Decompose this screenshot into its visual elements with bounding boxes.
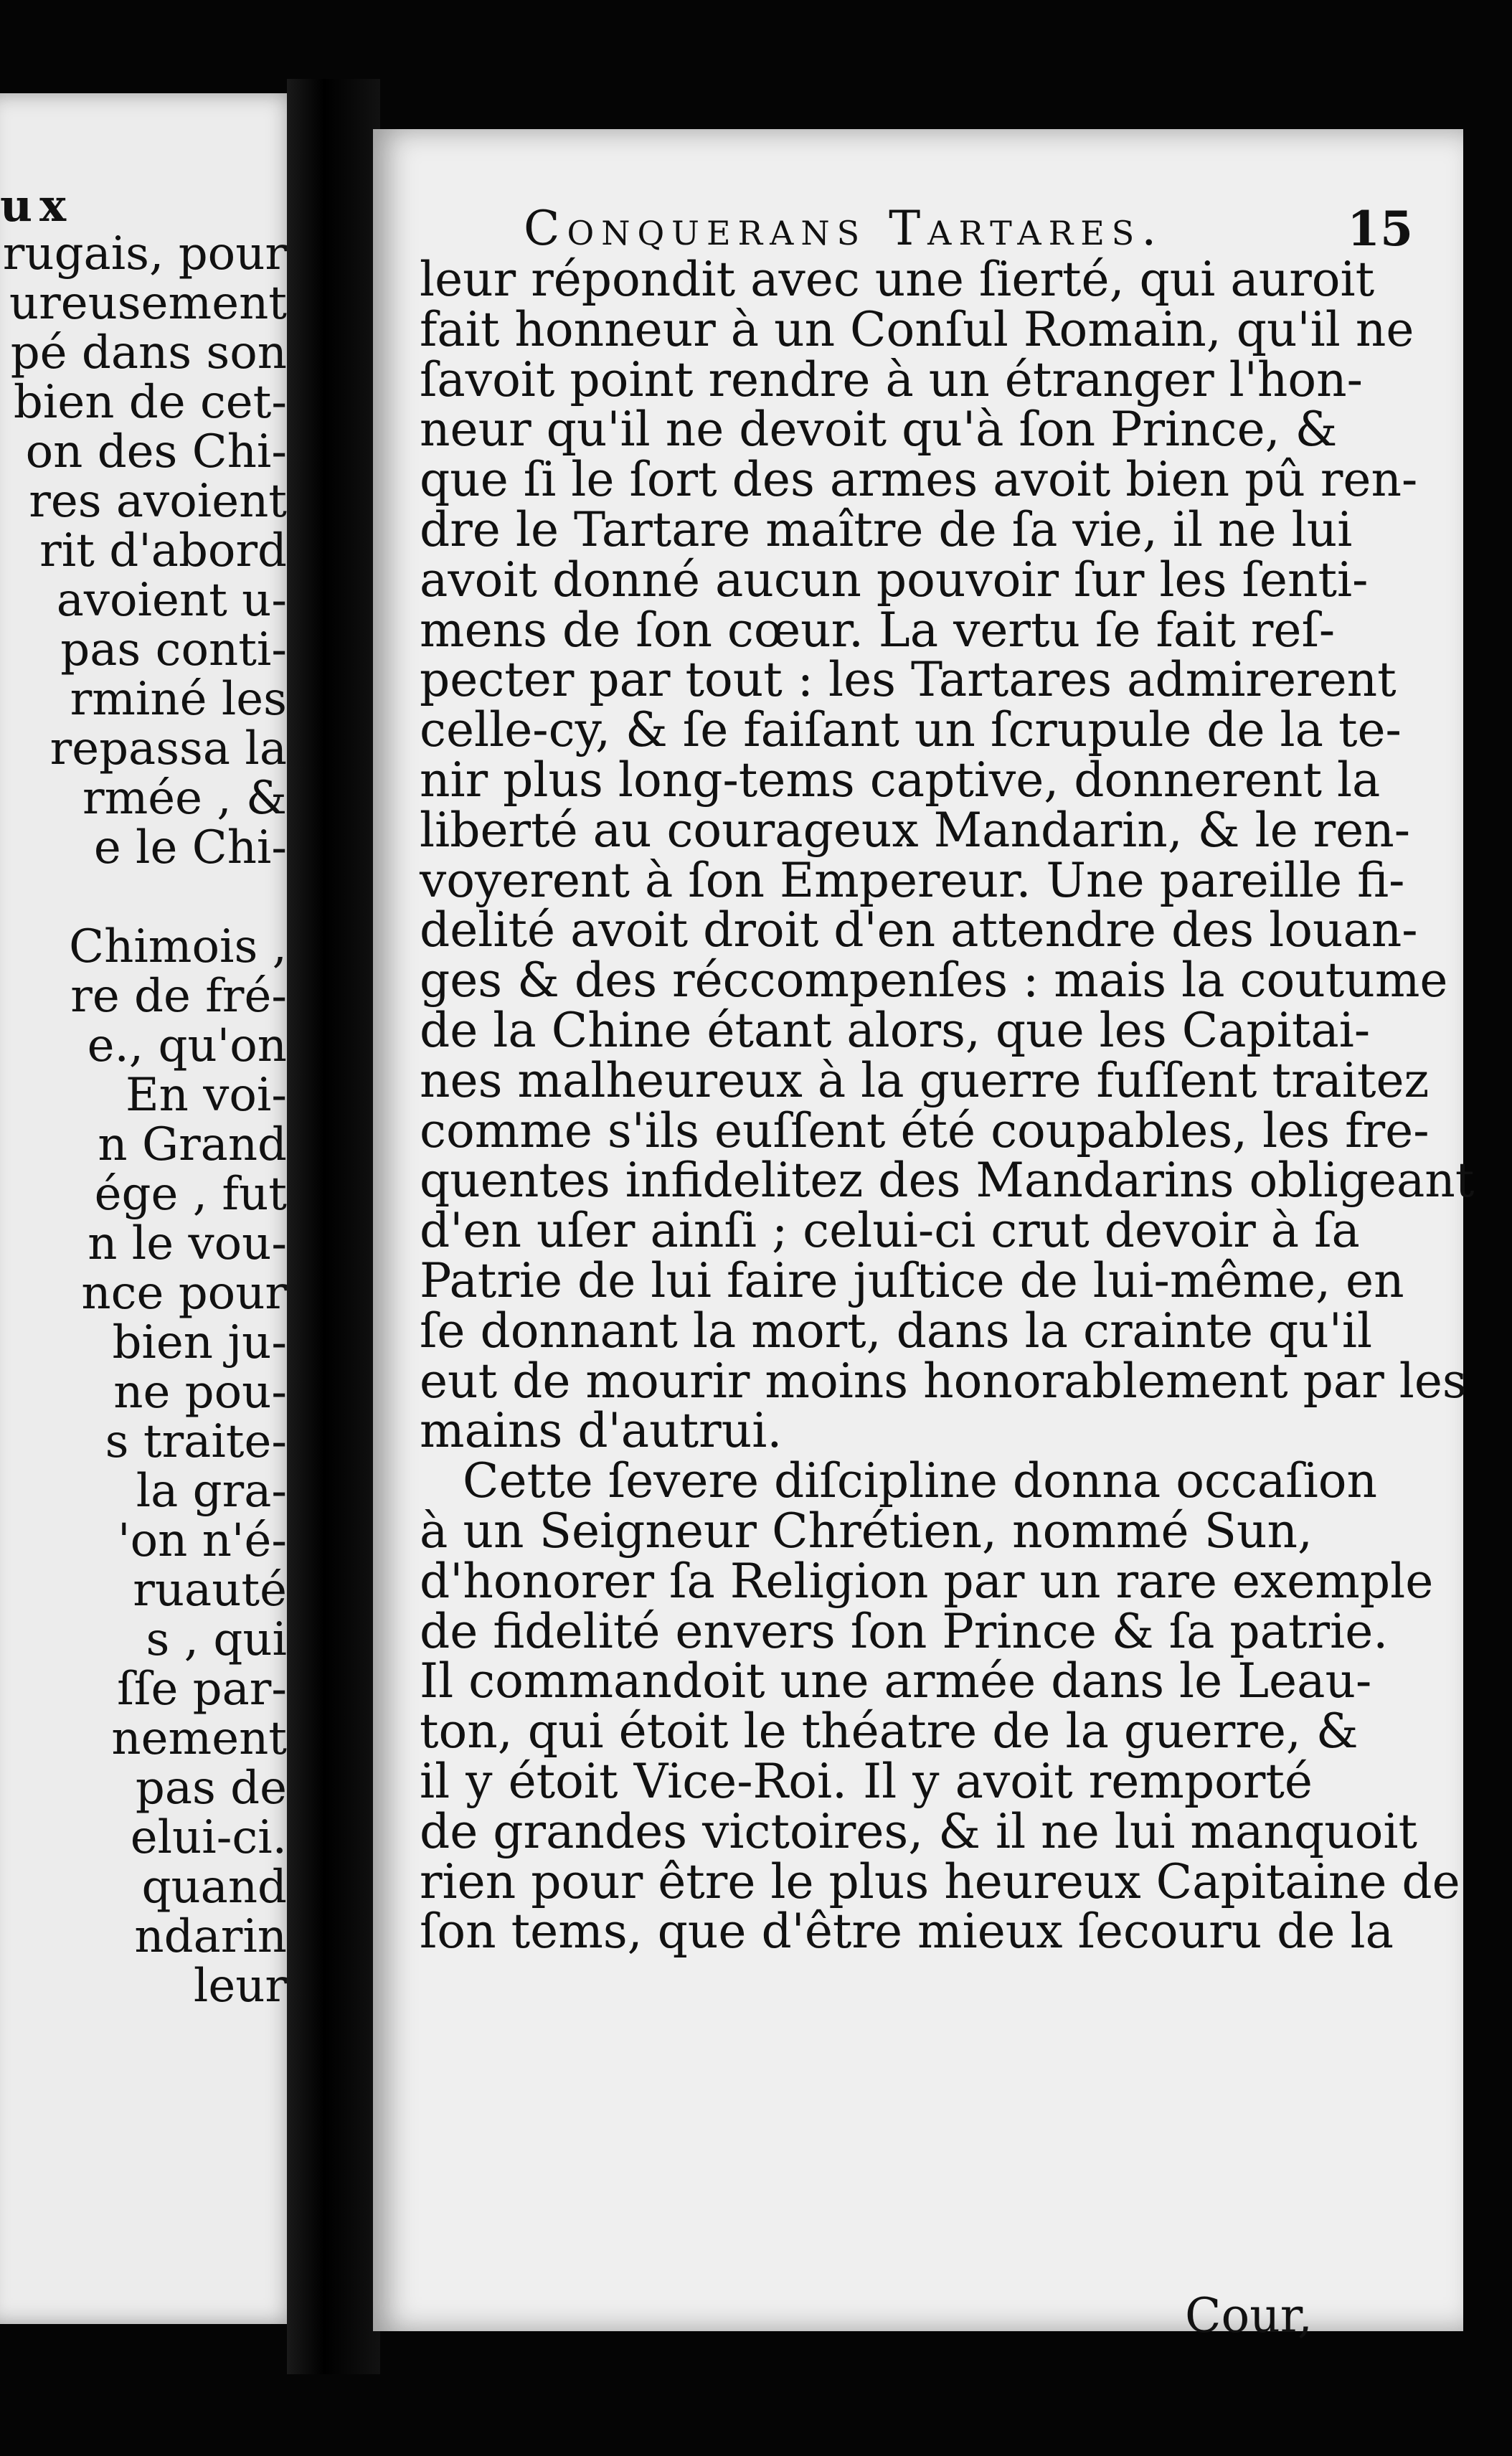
left-text-line: on des Chi- xyxy=(25,425,287,478)
text-line: eut de mourir moins honorablement par les xyxy=(420,1353,1467,1409)
left-text-line: rit d'abord xyxy=(39,524,287,577)
text-line: ſon tems, que d'être mieux ſecouru de la xyxy=(420,1904,1394,1960)
text-line: leur répondit avec une ſierté, qui auroit xyxy=(420,252,1375,307)
left-text-line: s , qui xyxy=(146,1613,287,1666)
left-text-line: s traite- xyxy=(105,1415,287,1468)
left-text-line: n Grand xyxy=(98,1118,287,1171)
text-line: que ſi le ſort des armes avoit bien pû ren- xyxy=(420,452,1418,508)
book-gutter xyxy=(287,79,380,2374)
left-text-line: rugais, pour xyxy=(2,227,287,280)
left-text-line: e le Chi- xyxy=(93,821,287,874)
text-line: Il commandoit une armée dans le Leau- xyxy=(420,1653,1372,1709)
left-text-line: avoient u- xyxy=(56,574,287,627)
text-line: de la Chine étant alors, que les Capitai- xyxy=(420,1002,1371,1058)
left-text-line: res avoient xyxy=(29,475,287,528)
left-text-line xyxy=(0,873,287,922)
text-line: Patrie de lui faire juſtice de lui-même, en xyxy=(420,1252,1404,1308)
text-line: ſavoit point rendre à un étranger l'hon- xyxy=(420,351,1363,407)
left-text-line: bien de cet- xyxy=(13,376,287,429)
left-text-line: quand xyxy=(141,1861,287,1914)
text-line: comme s'ils euſſent été coupables, les fre- xyxy=(420,1102,1430,1158)
left-page xyxy=(0,93,301,2324)
running-title: Conquerans Tartares. xyxy=(524,201,1164,256)
left-text-line: ndarin xyxy=(134,1910,287,1963)
right-page xyxy=(373,129,1475,2343)
text-line: pecter par tout : les Tartares admirerent xyxy=(420,652,1397,708)
body-text xyxy=(420,252,1475,1960)
text-line: voyerent à ſon Empereur. Une pareille fi- xyxy=(420,852,1405,908)
left-text-line: pé dans son xyxy=(10,326,287,379)
left-text-line: Chimois , xyxy=(69,920,287,973)
text-line: d'en uſer ainſi ; celui-ci crut devoir à ſa xyxy=(420,1203,1360,1259)
text-line: de grandes victoires, & il ne lui manquoit xyxy=(420,1803,1417,1859)
left-text-line: pas de xyxy=(135,1762,287,1815)
text-line: celle-cy, & ſe faiſant un ſcrupule de la te- xyxy=(420,702,1402,758)
text-line: avoit donné aucun pouvoir ſur les ſenti- xyxy=(420,552,1369,608)
left-text-line: En voi- xyxy=(125,1069,287,1122)
left-text-line: bien ju- xyxy=(112,1316,287,1369)
left-text-line: n le vou- xyxy=(88,1217,287,1270)
left-page-header: ux xyxy=(0,179,74,232)
running-head xyxy=(524,201,1413,258)
left-text-line: re de fré- xyxy=(70,970,287,1023)
text-line: delité avoit droit d'en attendre des louan- xyxy=(420,902,1418,958)
left-text-line: repassa la xyxy=(49,722,287,775)
text-line: liberté au courageux Mandarin, & le ren- xyxy=(420,802,1411,858)
left-text-line: ruauté xyxy=(133,1564,287,1617)
text-line: d'honorer ſa Religion par un rare exemple xyxy=(420,1553,1434,1609)
text-line: mains d'autrui. xyxy=(420,1403,783,1459)
text-line: fait honneur à un Conſul Romain, qu'il ne xyxy=(420,301,1414,357)
page-number: 15 xyxy=(1347,201,1413,257)
left-text-line: e., qu'on xyxy=(87,1019,287,1072)
text-line: ſe donnant la mort, dans la crainte qu'il xyxy=(420,1303,1373,1359)
text-line: de fidelité envers ſon Prince & ſa patrie. xyxy=(420,1603,1389,1659)
left-text-line: 'on n'é- xyxy=(118,1514,287,1567)
left-text-line: leur xyxy=(193,1960,287,2013)
left-text-line: rmée , & xyxy=(82,772,287,825)
left-text-line: nement xyxy=(111,1712,287,1765)
left-text-line: pas conti- xyxy=(60,623,287,676)
catchword: Cour, xyxy=(1184,2288,1313,2343)
text-line: quentes infidelitez des Mandarins obligeant xyxy=(420,1153,1475,1209)
left-text-line: nce pour xyxy=(81,1267,287,1320)
text-line: mens de ſon cœur. La vertu ſe fait reſ- xyxy=(420,602,1336,658)
text-line: à un Seigneur Chrétien, nommé Sun, xyxy=(420,1503,1313,1559)
left-text-line: ne pou- xyxy=(113,1366,287,1419)
text-line: rien pour être le plus heureux Capitaine de xyxy=(420,1853,1460,1909)
left-text-line: elui-ci. xyxy=(130,1811,287,1864)
text-line: neur qu'il ne devoit qu'à ſon Prince, & xyxy=(420,402,1338,458)
left-page-text xyxy=(0,227,287,2013)
left-text-line: ureusement xyxy=(9,277,287,330)
left-text-line: ége , fut xyxy=(94,1168,287,1221)
left-text-line: rminé les xyxy=(70,673,287,726)
text-line: Cette ſevere diſcipline donna occaſion xyxy=(463,1453,1378,1509)
text-line: nes malheureux à la guerre fuſſent traitez xyxy=(420,1052,1430,1108)
text-line: ges & des réccompenſes : mais la coutume xyxy=(420,953,1448,1009)
text-line: ton, qui étoit le théatre de la guerre, & xyxy=(420,1704,1359,1760)
text-line: dre le Tartare maître de ſa vie, il ne lui xyxy=(420,501,1353,557)
text-line: il y étoit Vice-Roi. Il y avoit remporté xyxy=(420,1753,1313,1809)
left-text-line: la gra- xyxy=(136,1465,287,1518)
left-text-line: ſſe par- xyxy=(117,1663,287,1716)
text-line: nir plus long-tems captive, donnerent la xyxy=(420,752,1381,808)
